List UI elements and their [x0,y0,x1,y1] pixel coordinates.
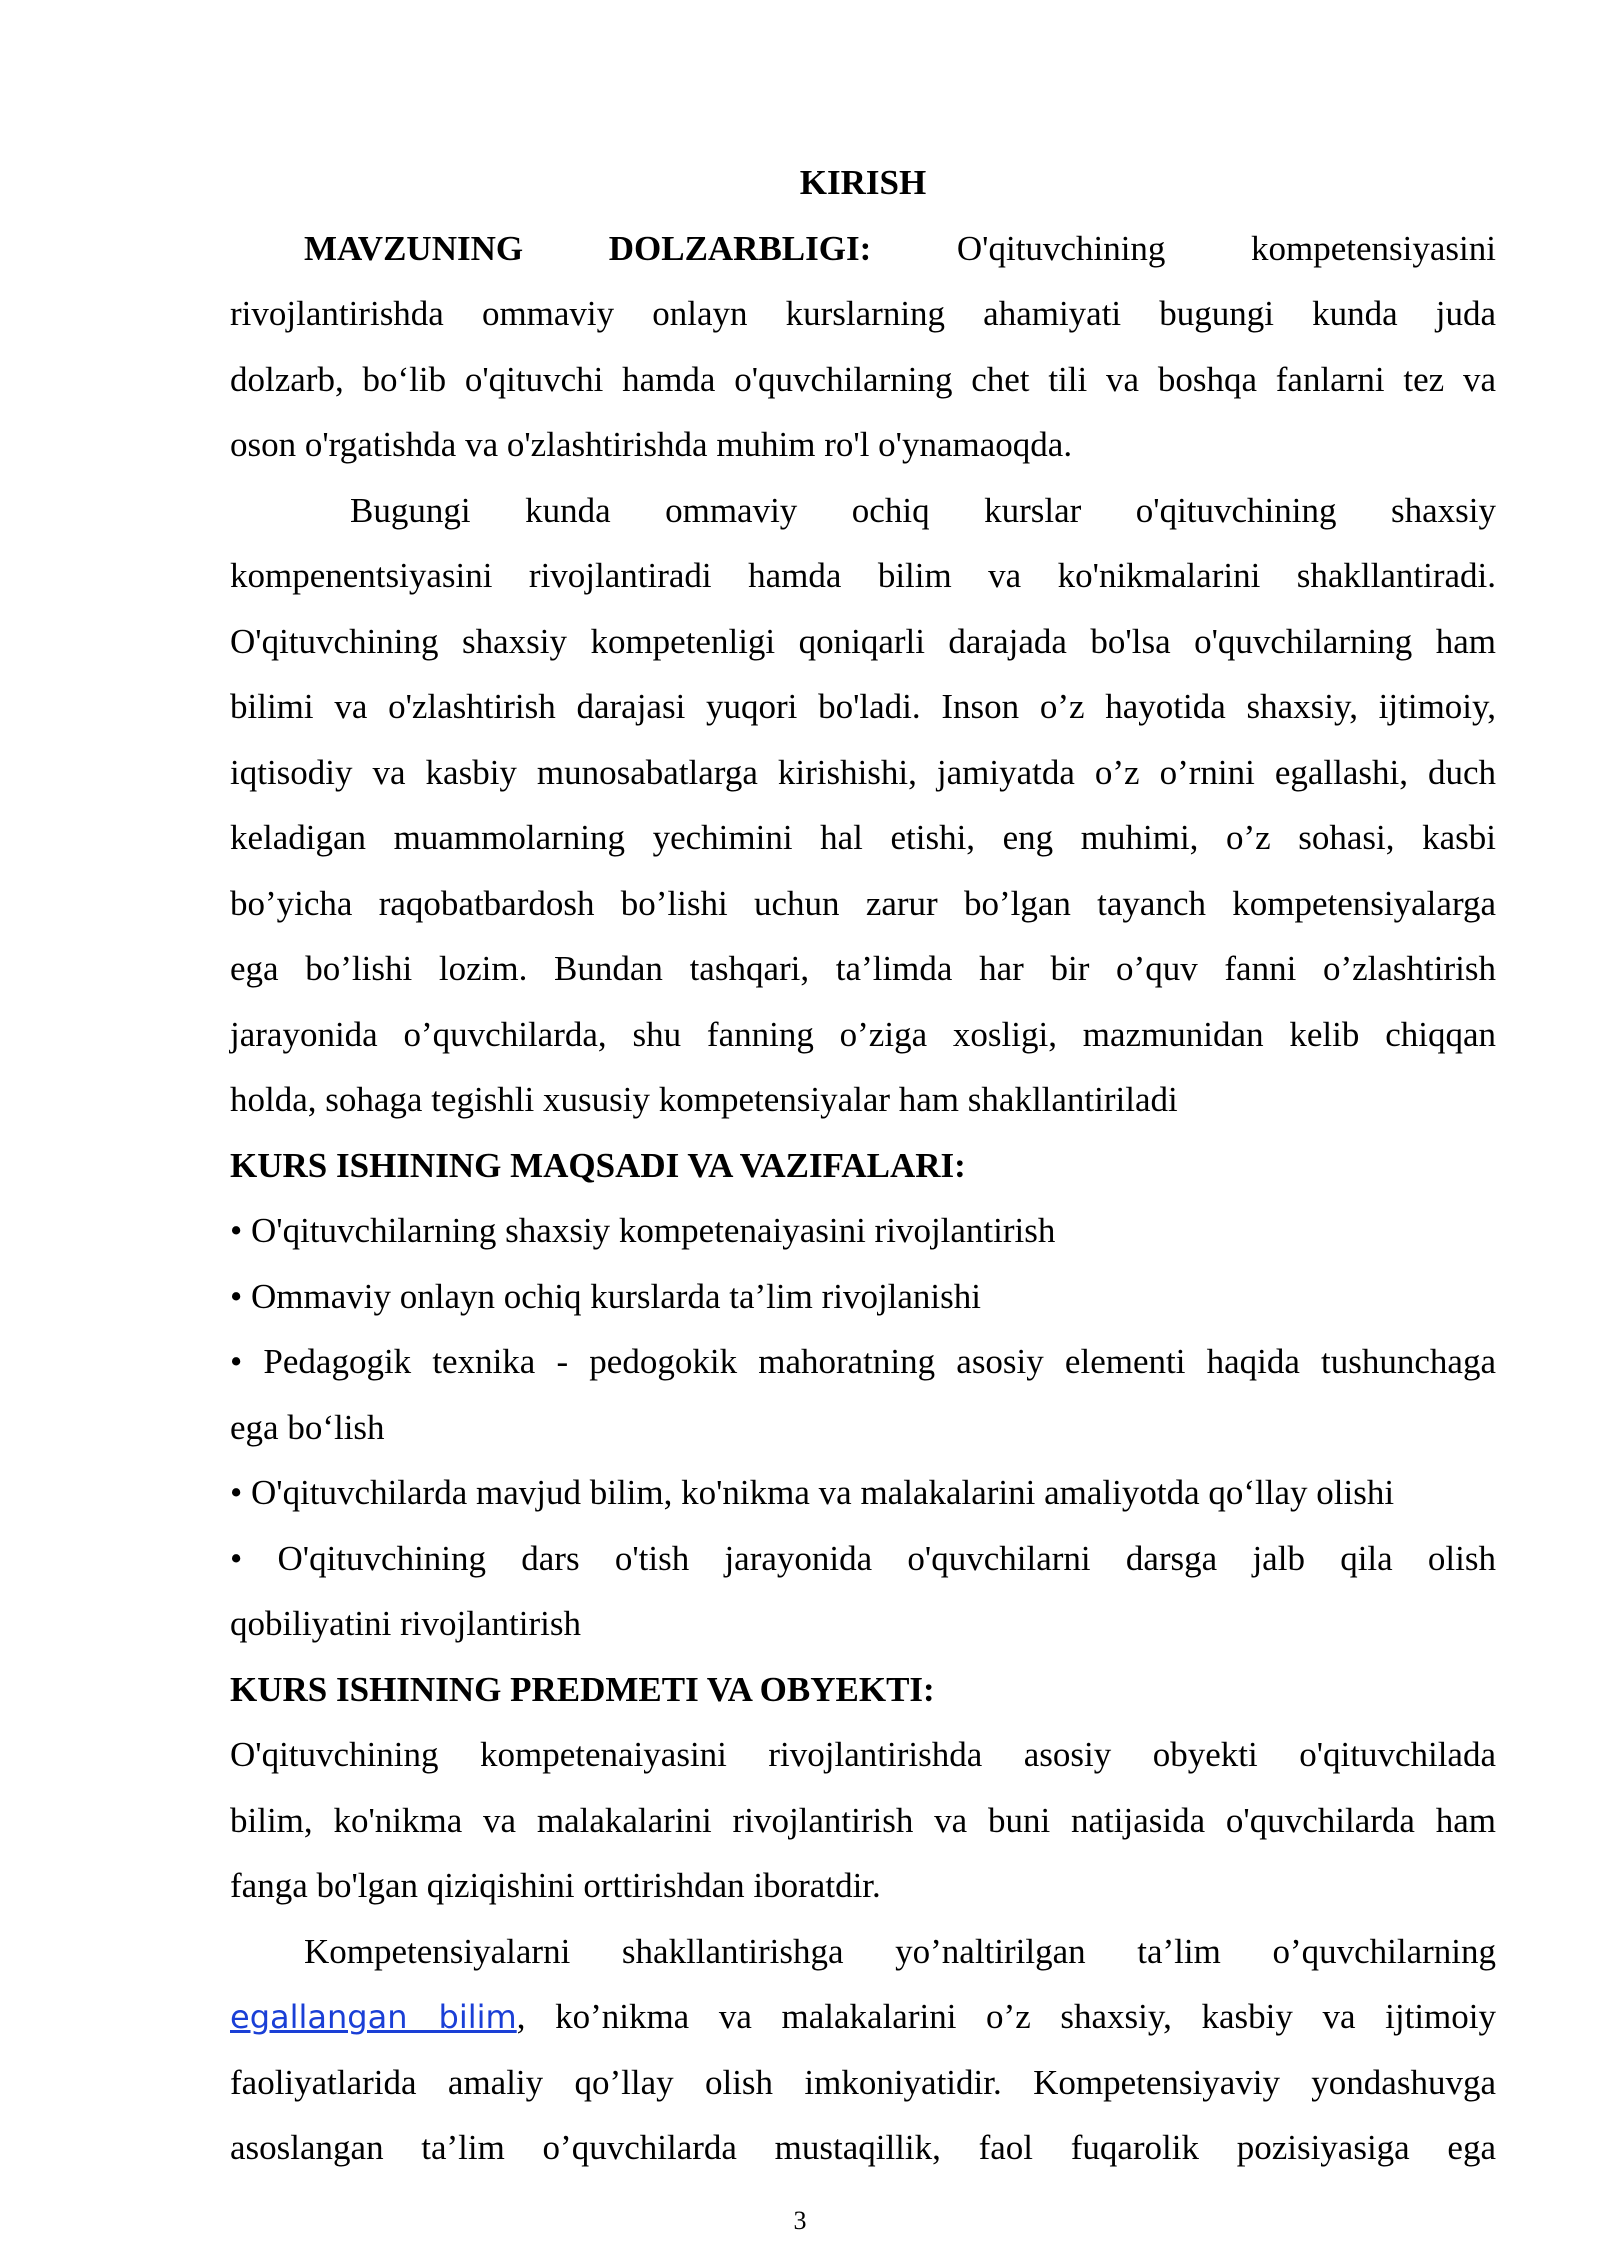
egallangan-bilim-link[interactable]: egallangan bilim [230,1998,517,2036]
paragraph-line: O'qituvchining kompetenaiyasini rivojlantirishda asosiy obyekti o'qituvchilada [230,1735,1496,1774]
dolzarblik-heading-word1: MAVZUNING [304,228,524,268]
list-item-continuation: qobiliyatini rivojlantirish [230,1604,581,1643]
paragraph-line: bilim, ko'nikma va malakalarini rivojlantirish va buni natijasida o'quvchilarda ham [230,1800,1496,1840]
paragraph-line: faoliyatlarida amaliy qo’llay olish imkoniyatidir. Kompetensiyaviy yondashuvga [230,2062,1496,2102]
paragraph-line: dolzarb, bo‘lib o'qituvchi hamda o'quvchilarning chet tili va boshqa fanlarni tez va [230,359,1496,399]
maqsad-heading: KURS ISHINING MAQSADI VA VAZIFALARI: [230,1145,966,1185]
list-item: • O'qituvchilarning shaxsiy kompetenaiyasini rivojlantirish [230,1211,1056,1250]
paragraph-line: ega bo’lishi lozim. Bundan tashqari, ta’limda har bir o’quv fanni o’zlashtirish [230,949,1496,988]
page-number: 3 [793,2206,807,2235]
paragraph-line: rivojlantirishda ommaviy onlayn kurslarning ahamiyati bugungi kunda juda [230,294,1496,333]
paragraph-line: asoslangan ta’lim o’quvchilarda mustaqillik, faol fuqarolik pozisiyasiga ega [230,2128,1496,2167]
dolzarblik-heading-word2: DOLZARBLIGI: [608,228,872,268]
paragraph-line: jarayonida o’quvchilarda, shu fanning o’ziga xosligi, mazmunidan kelib chiqqan [230,1014,1496,1054]
paragraph5-second-line-rest: , ko’nikma va malakalarini o’z shaxsiy, kasbiy va ijtimoiy [516,1997,1497,2036]
dolzarblik-line1-rest: O'qituvchining kompetensiyasini [956,228,1497,268]
dolzarblik-first-line [230,216,1496,282]
list-item: • O'qituvchining dars o'tish jarayonida o'quvchilarni darsga jalb qila olish [230,1538,1496,1578]
paragraph5-first-line: Kompetensiyalarni shakllantirishga yo’naltirilgan ta’lim o’quvchilarning [304,1931,1496,1971]
paragraph-line: bilimi va o'zlashtirish darajasi yuqori bo'ladi. Inson o’z hayotida shaxsiy, ijtimoiy, [230,687,1496,726]
paragraph-line: holda, sohaga tegishli xususiy kompetensiyalar ham shakllantiriladi [230,1080,1178,1119]
list-item-continuation: ega bo‘lish [230,1407,385,1447]
paragraph-line: iqtisodiy va kasbiy munosabatlarga kirishishi, jamiyatda o’z o’rnini egallashi, duch [230,752,1496,792]
paragraph-line: oson o'rgatishda va o'zlashtirishda muhim ro'l o'ynamaoqda. [230,425,1073,464]
list-item: • O'qituvchilarda mavjud bilim, ko'nikma va malakalarini amaliyotda qo‘llay olishi [230,1473,1395,1512]
paragraph2-first-line: Bugungi kunda ommaviy ochiq kurslar o'qituvchining shaxsiy [350,490,1496,530]
list-item: • Pedagogik texnika - pedogokik mahoratning asosiy elementi haqida tushunchaga [230,1342,1496,1381]
page-title: KIRISH [799,163,927,202]
predmet-heading: KURS ISHINING PREDMETI VA OBYEKTI: [230,1669,935,1709]
paragraph-line: fanga bo'lgan qiziqishini orttirishdan iboratdir. [230,1866,881,1905]
paragraph-line: keladigan muammolarning yechimini hal etishi, eng muhimi, o’z sohasi, kasbi [230,818,1496,857]
document-page [230,150,1496,2181]
paragraph-line: bo’yicha raqobatbardosh bo’lishi uchun zarur bo’lgan tayanch kompetensiyalarga [230,883,1496,923]
list-item: • Ommaviy onlayn ochiq kurslarda ta’lim rivojlanishi [230,1276,981,1316]
paragraph-line: O'qituvchining shaxsiy kompetenligi qoniqarli darajada bo'lsa o'quvchilarning ham [230,621,1496,661]
paragraph-line: kompenentsiyasini rivojlantiradi hamda bilim va ko'nikmalarini shakllantiradi. [230,556,1496,595]
paragraph5-second-line [230,1984,1496,2050]
